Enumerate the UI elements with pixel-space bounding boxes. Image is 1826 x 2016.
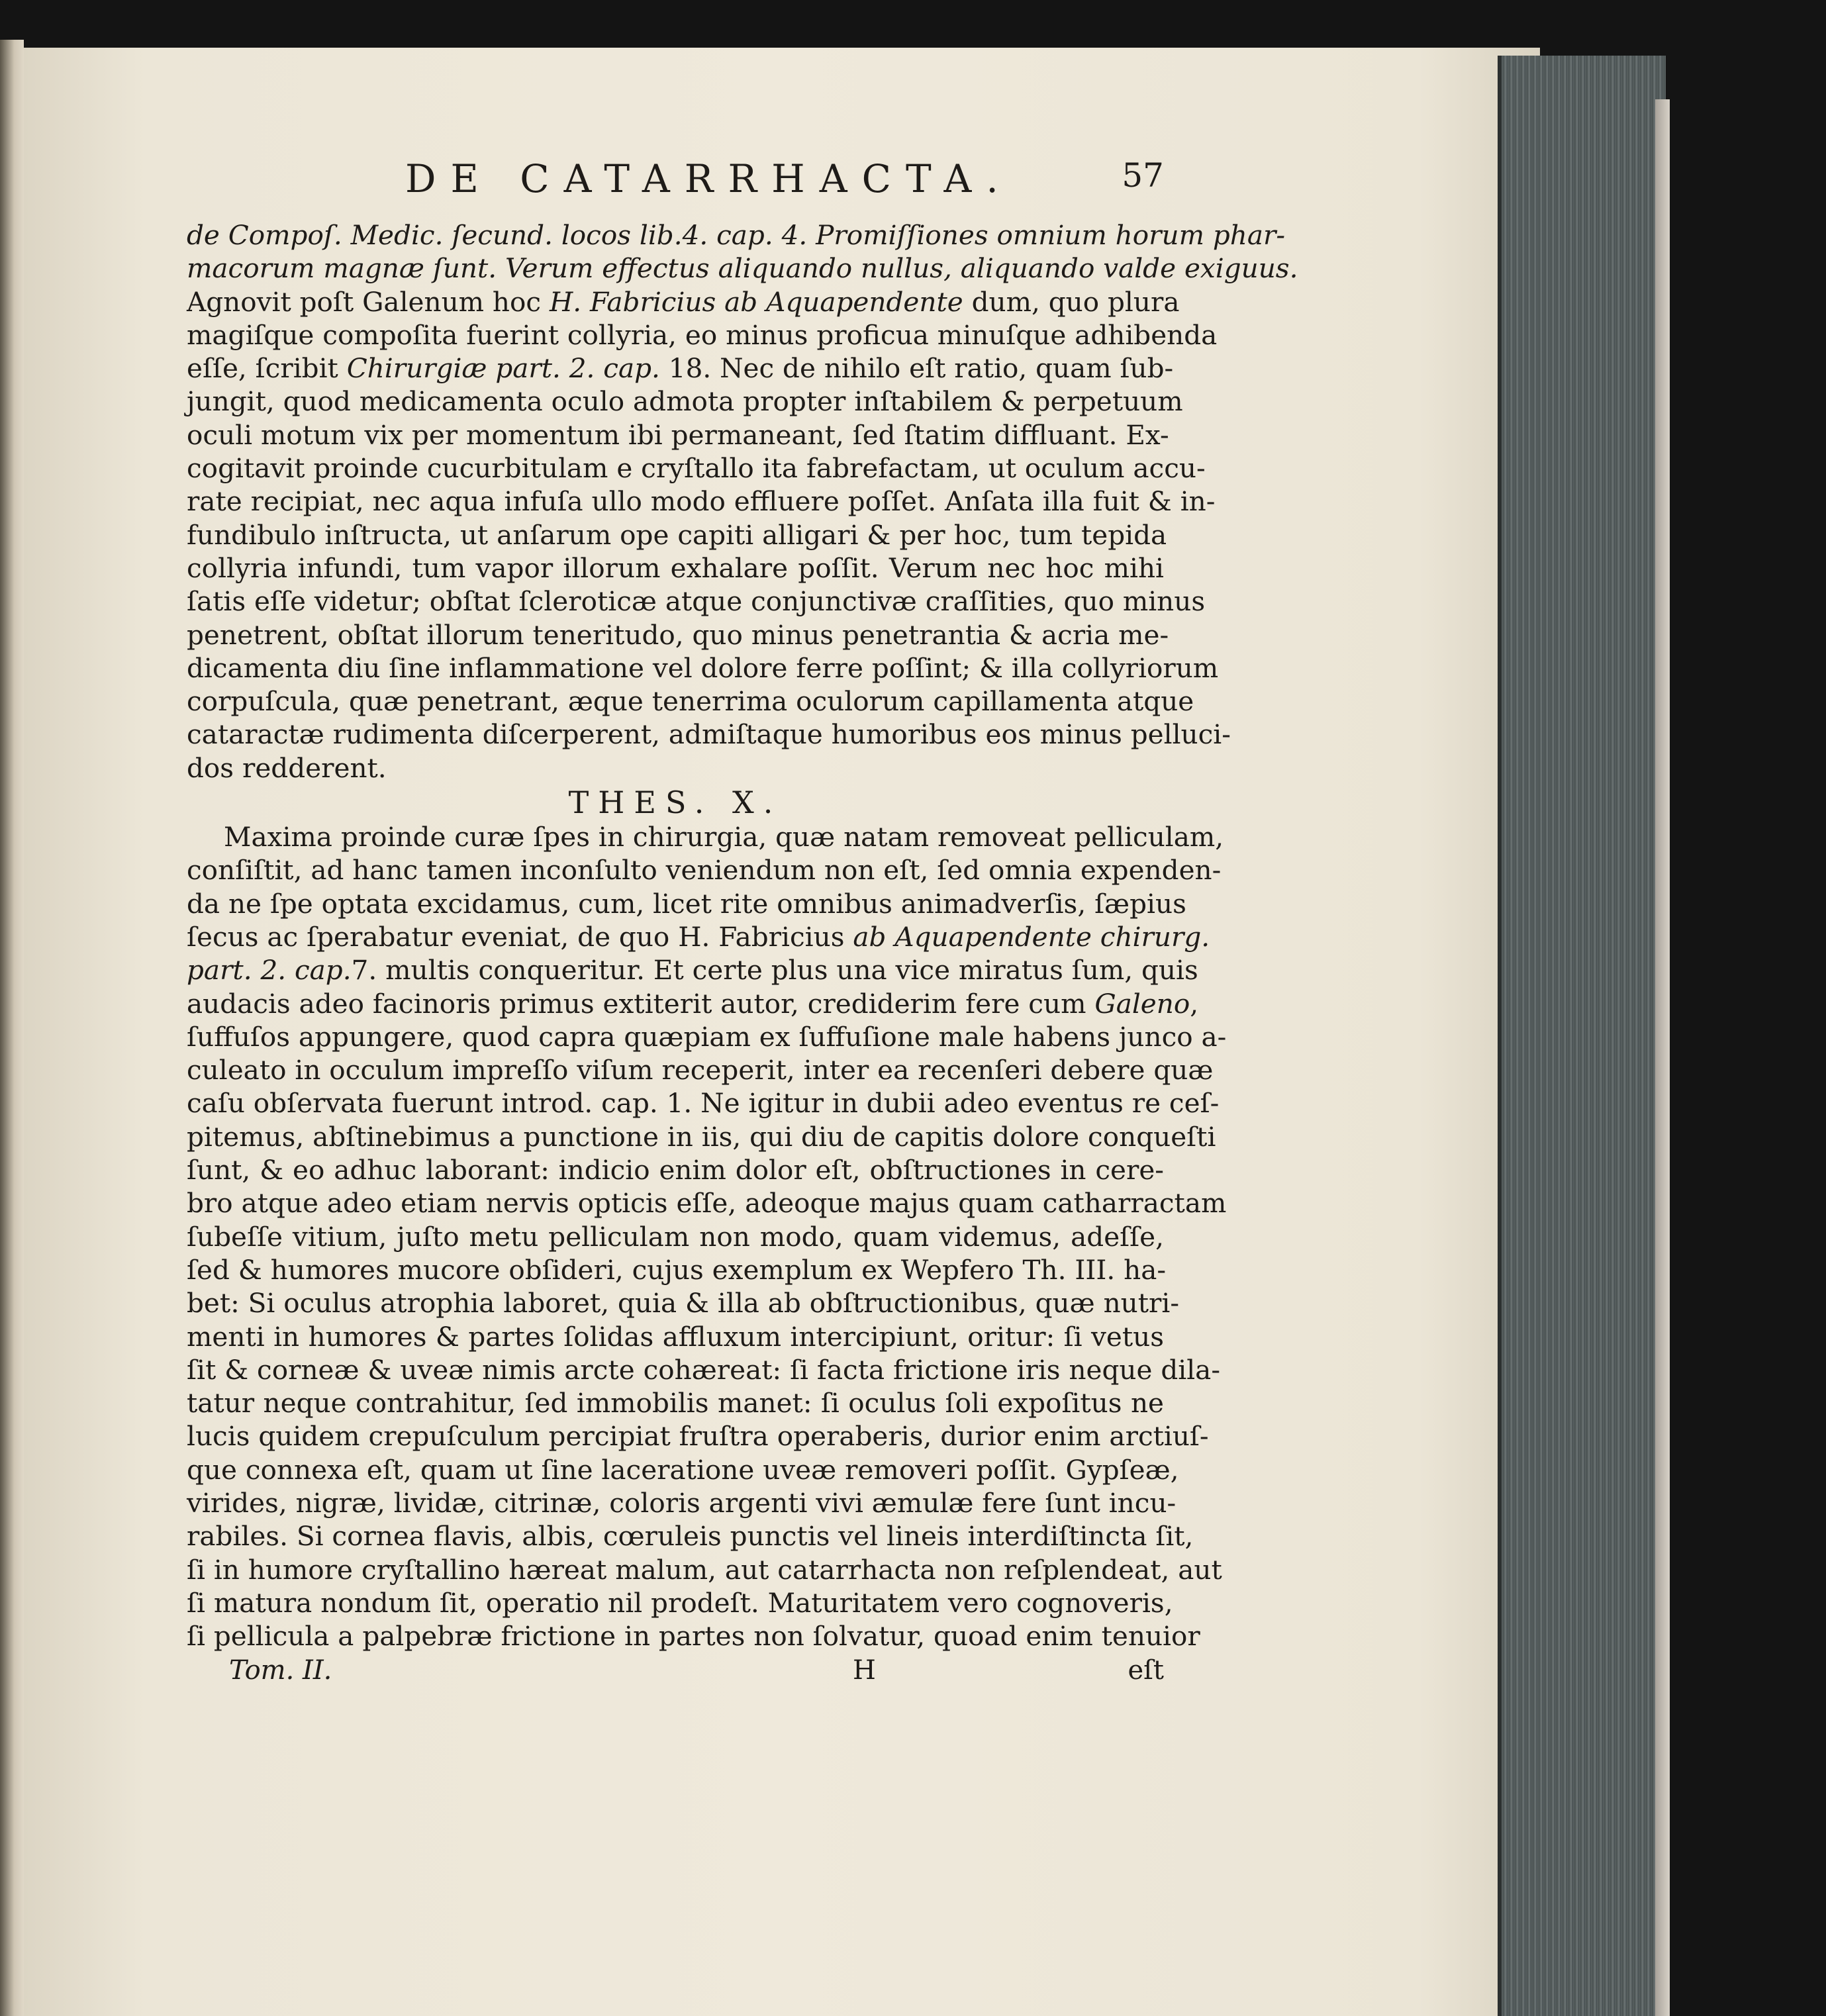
text-line: [187, 651, 1219, 685]
text-line: [187, 1120, 1216, 1153]
text-run: ſubeſſe vitium, juſto metu pelliculam non modo, quam videmus, adeſſe,: [187, 1220, 1164, 1253]
text-line: [187, 518, 1167, 552]
paragraph-thes-x: [187, 820, 1227, 1653]
text-run: penetrent, obſtat illorum teneritudo, quo minus penetrantia & acria me-: [187, 618, 1169, 651]
text-run: ſunt, & eo adhuc laborant: indicio enim dolor eſt, obſtructiones in cere-: [187, 1154, 1164, 1186]
text-line: [187, 452, 1206, 485]
text-run: menti in humores & partes ſolidas affluxum intercipiunt, oritur: ſi vetus: [187, 1320, 1164, 1353]
text-line: [187, 1486, 1177, 1519]
text-line: [187, 920, 1210, 953]
text-run: tatur neque contrahitur, ſed immobilis manet: ſi oculus ſoli expoſitus ne: [187, 1387, 1164, 1419]
volume-mark: Tom. II.: [229, 1655, 332, 1686]
text-line: [187, 1453, 1179, 1486]
text-line: [187, 1619, 1200, 1653]
text-line: [187, 618, 1169, 651]
text-run: conſiſtit, ad hanc tamen inconſulto veniendum non eſt, ſed omnia expenden-: [187, 854, 1222, 887]
text-run: ſecus ac ſperabatur eveniat, de quo H. Fabricius: [187, 920, 853, 953]
paragraph-before-heading: [187, 218, 1298, 785]
text-line: [187, 418, 1169, 452]
left-page-edge: [0, 40, 24, 2016]
text-run: fundibulo inſtructa, ut anſarum ope capiti alligari & per hoc, tum tepida: [187, 518, 1167, 551]
text-run: audacis adeo facinoris primus extiterit autor, crediderim fere cum: [187, 987, 1095, 1020]
book-fore-edge: [1498, 56, 1666, 2016]
section-heading: THES. X.: [568, 785, 783, 821]
text-run: que connexa eſt, quam ut ſine laceratione uveæ removeri poſſit. Gypſeæ,: [187, 1453, 1179, 1486]
text-line: [187, 820, 1224, 853]
text-run: da ne ſpe optata excidamus, cum, licet rite omnibus animadverſis, ſæpius: [187, 887, 1186, 920]
text-line: [187, 1286, 1180, 1320]
text-run: eſſe, ſcribit: [187, 352, 347, 385]
text-line: [187, 887, 1186, 920]
text-run: ,: [1190, 987, 1199, 1020]
running-title: DE CATARRHACTA.: [405, 156, 1013, 201]
text-line: [187, 552, 1164, 585]
text-run: caſu obſervata fuerunt introd. cap. 1. Ne igitur in dubii adeo eventus re ceſ-: [187, 1087, 1220, 1120]
text-line: [187, 1153, 1164, 1186]
text-run: de Compoſ. Medic. ſecund. locos lib.4. cap. 4. Promiſſiones omnium horum phar-: [187, 219, 1286, 251]
text-run: ab Aquapendente chirurg.: [853, 920, 1210, 953]
text-line: [187, 218, 1286, 252]
text-run: part. 2. cap.: [187, 954, 352, 986]
text-run: 7. multis conqueritur. Et certe plus una vice miratus ſum, quis: [351, 954, 1198, 986]
text-block: [187, 156, 1298, 1695]
text-run: jungit, quod medicamenta oculo admota propter inſtabilem & perpetuum: [187, 385, 1183, 418]
text-run: dos redderent.: [187, 751, 387, 784]
text-line: [187, 751, 1164, 785]
text-run: bro atque adeo etiam nervis opticis eſſe, adeoque majus quam catharractam: [187, 1187, 1227, 1220]
running-head: [187, 156, 1164, 209]
text-run: ſuffuſos appungere, quod capra quæpiam ex ſuffuſione male habens junco a-: [187, 1020, 1227, 1053]
page-number: 57: [1122, 156, 1164, 195]
signature-mark: H: [853, 1655, 876, 1686]
text-run: cogitavit proinde cucurbitulam e cryſtallo ita fabrefactam, ut oculum accu-: [187, 452, 1206, 485]
text-line: [187, 1419, 1209, 1453]
text-run: Agnovit poſt Galenum hoc: [187, 285, 550, 318]
text-line: [187, 1253, 1167, 1286]
text-run: dicamenta diu ſine inflammatione vel dolore ferre poſſint; & illa collyriorum: [187, 651, 1219, 684]
text-run: corpuſcula, quæ penetrant, æque tenerrima oculorum capillamenta atque: [187, 685, 1194, 718]
text-line: [187, 853, 1222, 887]
text-run: cataractæ rudimenta diſcerperent, admiſtaque humoribus eos minus pelluci-: [187, 718, 1231, 751]
text-run: H. Fabricius ab Aquapendente: [549, 285, 963, 318]
text-run: ſi pellicula a palpebræ frictione in partes non ſolvatur, quoad enim tenuior: [187, 1620, 1200, 1653]
text-run: rabiles. Si cornea flavis, albis, cœruleis punctis vel lineis interdiſtincta ſit,: [187, 1520, 1194, 1553]
text-line: [187, 285, 1180, 318]
text-line: [187, 252, 1298, 285]
text-run: collyria infundi, tum vapor illorum exhalare poſſit. Verum nec hoc mihi: [187, 552, 1164, 584]
text-run: ſatis eſſe videtur; obſtat ſcleroticæ atque conjunctivæ craſſities, quo minus: [187, 585, 1206, 618]
text-line: [187, 1553, 1222, 1586]
page-footer: [187, 1655, 1164, 1695]
text-line: [187, 1053, 1214, 1086]
text-run: Maxima proinde curæ ſpes in chirurgia, quæ natam removeat pelliculam,: [224, 821, 1224, 853]
text-line: [187, 1519, 1194, 1553]
text-run: Chirurgiæ part. 2. cap.: [346, 352, 660, 385]
text-run: 18. Nec de nihilo eſt ratio, quam ſub-: [659, 352, 1174, 385]
text-line: [187, 1220, 1164, 1253]
text-run: culeato in occulum impreſſo viſum receperit, inter ea recenſeri debere quæ: [187, 1054, 1214, 1086]
text-run: rate recipiat, nec aqua infuſa ullo modo effluere poſſet. Anſata illa fuit & in-: [187, 485, 1216, 518]
text-line: [187, 718, 1231, 751]
text-line: [187, 953, 1198, 986]
text-run: magiſque compoſita fuerint collyria, eo minus proficua minuſque adhibenda: [187, 318, 1218, 351]
text-line: [187, 1386, 1164, 1419]
book-cover-edge: [1655, 99, 1670, 2016]
text-run: virides, nigræ, lividæ, citrinæ, coloris argenti vivi æmulæ fere ſunt incu-: [187, 1486, 1177, 1519]
text-line: [187, 1086, 1220, 1120]
text-line: [187, 685, 1194, 718]
text-line: [187, 1353, 1221, 1386]
text-line: [187, 1586, 1173, 1619]
text-line: [187, 1320, 1164, 1353]
text-run: ſi in humore cryſtallino hæreat malum, aut catarrhacta non reſplendeat, aut: [187, 1553, 1222, 1586]
text-line: [187, 485, 1216, 518]
text-line: [187, 1186, 1227, 1220]
text-line: [187, 987, 1199, 1020]
text-run: dum, quo plura: [963, 285, 1180, 318]
text-run: ſit & corneæ & uveæ nimis arcte cohæreat: ſi facta frictione iris neque dila-: [187, 1353, 1221, 1386]
text-line: [187, 385, 1183, 418]
text-run: lucis quidem crepuſculum percipiat fruſtra operaberis, durior enim arctiuſ-: [187, 1420, 1209, 1453]
text-line: [187, 352, 1174, 385]
text-line: [187, 1020, 1227, 1053]
catchword: eſt: [1128, 1655, 1164, 1686]
text-run: macorum magnæ ſunt. Verum effectus aliquando nullus, aliquando valde exiguus.: [187, 252, 1298, 285]
text-run: bet: Si oculus atrophia laboret, quia & illa ab obſtructionibus, quæ nutri-: [187, 1287, 1180, 1320]
text-line: [187, 318, 1218, 352]
text-run: oculi motum vix per momentum ibi permaneant, ſed ſtatim diffluant. Ex-: [187, 418, 1169, 451]
text-run: pitemus, abſtinebimus a punctione in iis, qui diu de capitis dolore conqueſti: [187, 1120, 1216, 1153]
text-run: ſi matura nondum ſit, operatio nil prodeſt. Maturitatem vero cognoveris,: [187, 1586, 1173, 1619]
text-run: Galeno: [1094, 987, 1190, 1020]
text-run: ſed & humores mucore obſideri, cujus exemplum ex Wepfero Th. III. ha-: [187, 1253, 1167, 1286]
text-line: [187, 585, 1206, 618]
